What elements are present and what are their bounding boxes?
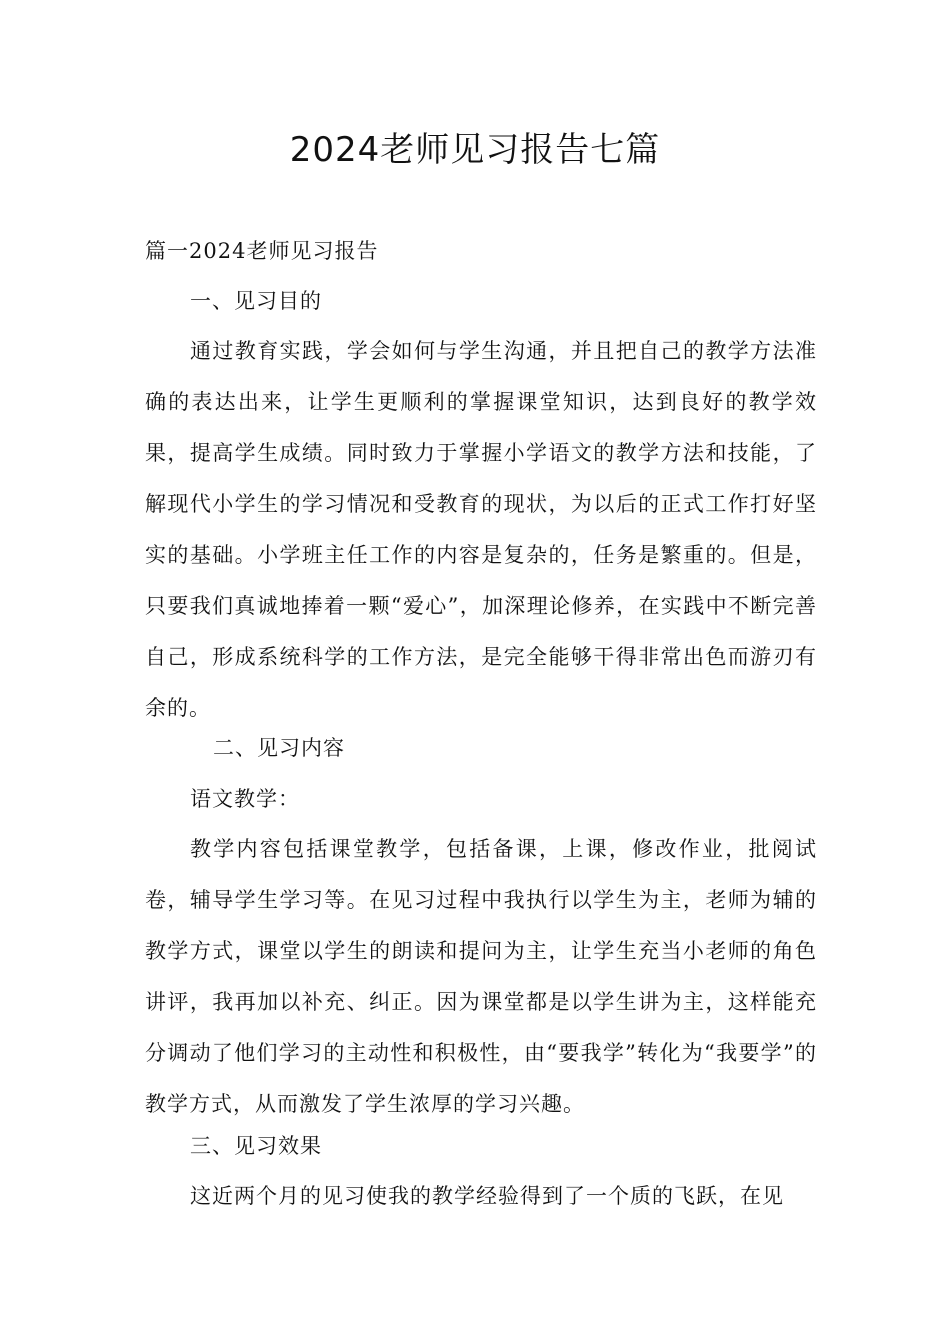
heading-effect: 三、见习效果 [190, 1134, 322, 1158]
subheading-chinese-teaching: 语文教学： [190, 787, 300, 811]
paragraph-content: 教学内容包括课堂教学，包括备课，上课，修改作业，批阅试卷，辅导学生学习等。在见习过程中我执行以学生为主，老师为辅的教学方式，课堂以学生的朗读和提问为主，让学生充当小老师的角色讲评，我再加以补充、纠正。因为课堂都是以学生讲为主，这样能充分调动了他们学习的主动性和积极性，由“要我学”转化为“我要学”的教学方式，从而激发了学生浓厚的学习兴趣。 [145, 837, 817, 1116]
heading-content: 二、见习内容 [213, 736, 345, 760]
heading-purpose: 一、见习目的 [190, 289, 322, 313]
document-title: 2024老师见习报告七篇 [289, 130, 661, 170]
section-title: 篇一2024老师见习报告 [145, 239, 379, 263]
paragraph-purpose: 通过教育实践，学会如何与学生沟通，并且把自己的教学方法准确的表达出来，让学生更顺利的掌握课堂知识，达到良好的教学效果，提高学生成绩。同时致力于掌握小学语文的教学方法和技能，了解现代小学生的学习情况和受教育的现状，为以后的正式工作打好坚实的基础。小学班主任工作的内容是复杂的，任务是繁重的。但是，只要我们真诚地捧着一颗“爱心”，加深理论修养，在实践中不断完善自己，形成系统科学的工作方法，是完全能够干得非常出色而游刃有余的。 [145, 339, 817, 720]
paragraph-effect: 这近两个月的见习使我的教学经验得到了一个质的飞跃，在见 [190, 1184, 784, 1208]
